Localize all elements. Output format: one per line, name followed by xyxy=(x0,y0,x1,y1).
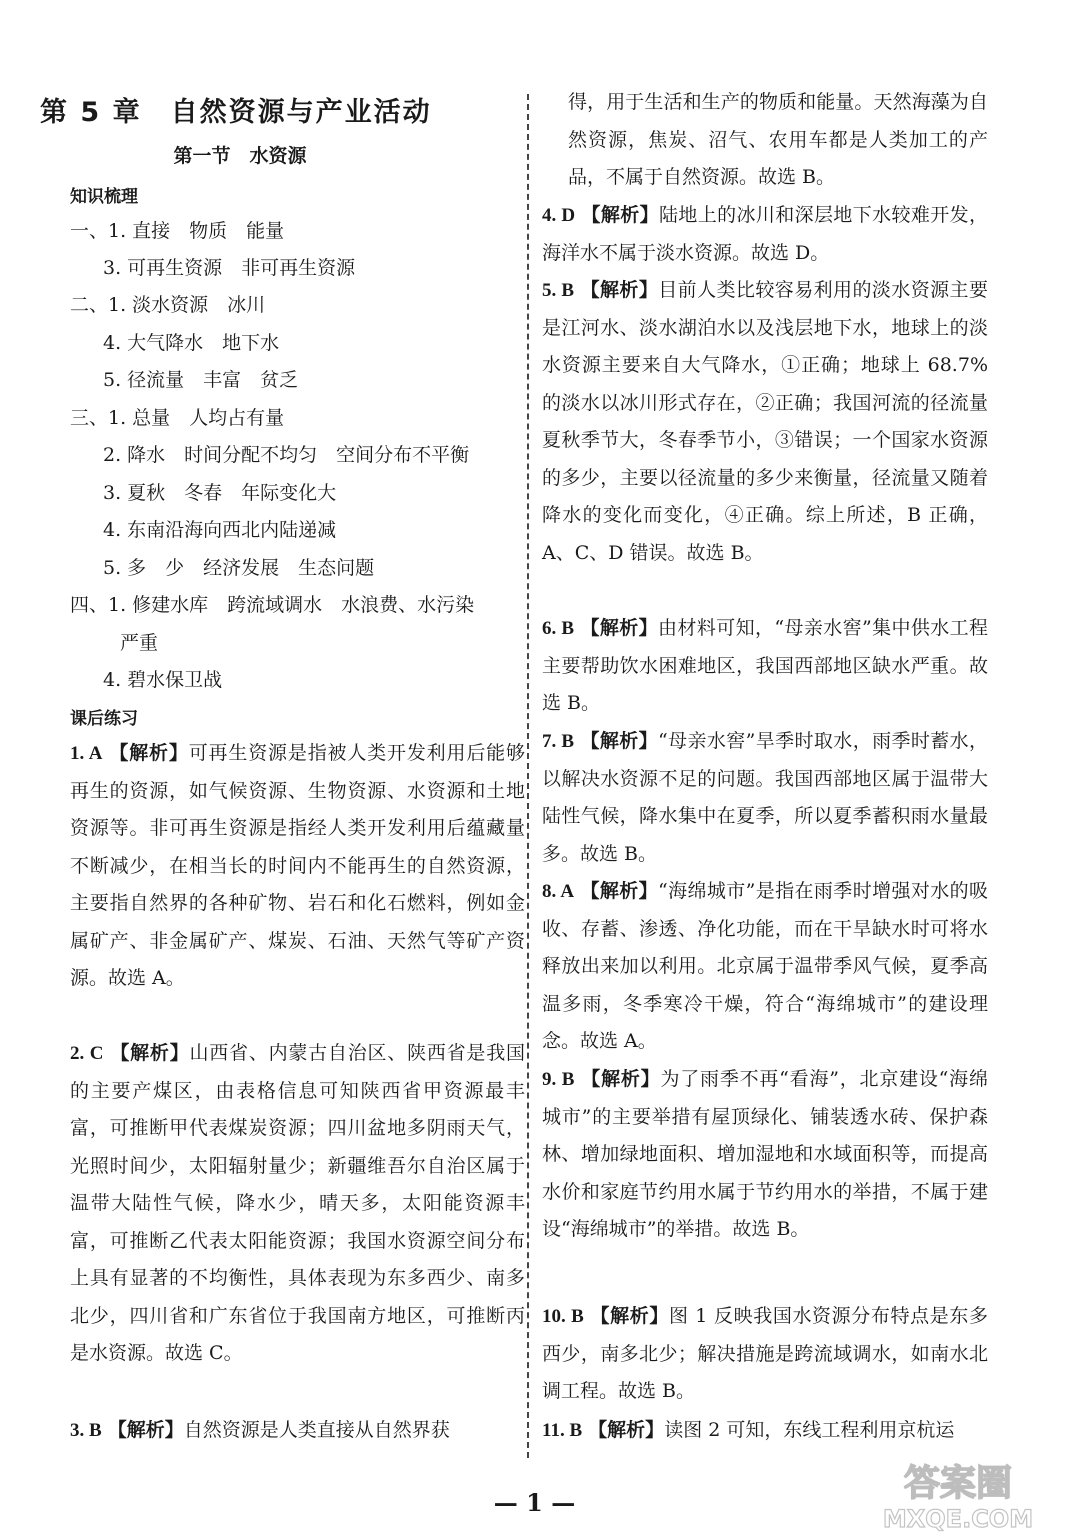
analysis-tag: 【解析】 xyxy=(588,1419,665,1441)
knowledge-line: 3. 可再生资源 非可再生资源 xyxy=(103,257,356,279)
knowledge-line: 5. 多 少 经济发展 生态问题 xyxy=(103,557,375,579)
analysis-tag: 【解析】 xyxy=(580,617,659,639)
answer-number: 8. A xyxy=(542,881,575,902)
knowledge-line: 3. 夏秋 冬春 年际变化大 xyxy=(103,482,337,504)
analysis-tag: 【解析】 xyxy=(581,1068,661,1090)
answer-text: 目前人类比较容易利用的淡水资源主要是江河水、淡水湖泊水以及浅层地下水，地球上的淡水资源主要来自大气降水，①正确；地球上 68.7% 的淡水以冰川形式存在，②正确；我国河流的径流量夏秋季节大，冬春季节小，③错误；一个国家水资源的多少，主要以径流量的多少来衡量，径流量又随着降水的变化而变化，④正确。综上所述，B 正确，A、C、D 错误。故选 B。 xyxy=(542,279,988,564)
answer-text: “母亲水窖”旱季时取水，雨季时蓄水，以解决水资源不足的问题。我国西部地区属于温带大陆性气候，降水集中在夏季，所以夏季蓄积雨水量最多。故选 B。 xyxy=(542,730,988,865)
answer-item xyxy=(542,1298,988,1411)
analysis-tag: 【解析】 xyxy=(110,1042,190,1064)
answer-text: 自然资源是人类直接从自然界获 xyxy=(183,1419,450,1441)
answer-item xyxy=(542,1061,988,1249)
knowledge-line: 一、1. 直接 物质 能量 xyxy=(70,220,285,242)
watermark-logo xyxy=(860,1455,1060,1535)
answer-item xyxy=(70,1035,525,1373)
analysis-tag: 【解析】 xyxy=(580,279,659,301)
answer-text: 陆地上的冰川和深层地下水较难开发，海洋水不属于淡水资源。故选 D。 xyxy=(542,204,988,264)
answer-continuation: 得，用于生活和生产的物质和能量。天然海藻为自然资源，焦炭、沼气、农用车都是人类加工的产品，不属于自然资源。故选 B。 xyxy=(568,91,988,188)
heading-exercises: 课后练习 xyxy=(70,709,138,729)
answer-number: 6. B xyxy=(542,618,575,639)
answer-number: 5. B xyxy=(542,280,575,301)
knowledge-line: 四、1. 修建水库 跨流域调水 水浪费、水污染 xyxy=(70,594,475,616)
analysis-tag: 【解析】 xyxy=(109,742,189,764)
analysis-tag: 【解析】 xyxy=(580,730,659,752)
watermark-url: MXQE.COM xyxy=(882,1505,1034,1533)
answer-number: 11. B xyxy=(542,1420,583,1441)
answer-item xyxy=(542,1412,988,1450)
section-title: 第一节 水资源 xyxy=(173,145,307,167)
answer-item xyxy=(542,610,988,723)
answer-text: 由材料可知，“母亲水窖”集中供水工程主要帮助饮水困难地区，我国西部地区缺水严重。故选 B。 xyxy=(542,617,988,714)
column-divider xyxy=(527,94,529,1458)
answer-number: 2. C xyxy=(70,1043,104,1064)
answer-item xyxy=(70,735,525,998)
answer-text: “海绵城市”是指在雨季时增强对水的吸收、存蓄、渗透、净化功能，而在干旱缺水时可将水释放出来加以利用。北京属于温带季风气候，夏季高温多雨，冬季寒冷干燥，符合“海绵城市”的建设理念。故选 A。 xyxy=(542,880,988,1052)
knowledge-line: 严重 xyxy=(120,632,159,654)
analysis-tag: 【解析】 xyxy=(590,1305,669,1327)
knowledge-line: 5. 径流量 丰富 贫乏 xyxy=(103,369,299,391)
answer-item xyxy=(542,197,988,272)
answer-number: 4. D xyxy=(542,205,576,226)
answer-text: 为了雨季不再“看海”，北京建设“海绵城市”的主要举措有屋顶绿化、铺装透水砖、保护森林、增加绿地面积、增加湿地和水域面积等，而提高水价和家庭节约用水属于节约用水的举措，不属于建设“海绵城市”的举措。故选 B。 xyxy=(542,1068,988,1240)
answer-item xyxy=(70,1412,525,1450)
page-number: — 1 — xyxy=(493,1488,576,1517)
answer-text: 可再生资源是指被人类开发利用后能够再生的资源，如气候资源、生物资源、水资源和土地资源等。非可再生资源是指经人类开发利用后蕴藏量不断减少，在相当长的时间内不能再生的自然资源，主要指自然界的各种矿物、岩石和化石燃料，例如金属矿产、非金属矿产、煤炭、石油、天然气等矿产资源。故选 A。 xyxy=(70,742,525,989)
chapter-title: 第 5 章 自然资源与产业活动 xyxy=(40,97,432,128)
knowledge-line: 2. 降水 时间分配不均匀 空间分布不平衡 xyxy=(103,444,470,466)
answer-text: 山西省、内蒙古自治区、陕西省是我国的主要产煤区，由表格信息可知陕西省甲资源最丰富，可推断甲代表煤炭资源；四川盆地多阴雨天气，光照时间少，太阳辐射量少；新疆维吾尔自治区属于温带大陆性气候，降水少，晴天多，太阳能资源丰富，可推断乙代表太阳能资源；我国水资源空间分布上具有显著的不均衡性，具体表现为东多西少、南多北少，四川省和广东省位于我国南方地区，可推断丙是水资源。故选 C。 xyxy=(70,1042,525,1364)
answer-item xyxy=(542,272,988,572)
answer-text: 读图 2 可知，东线工程利用京杭运 xyxy=(664,1419,955,1441)
answer-number: 9. B xyxy=(542,1069,575,1090)
knowledge-line: 二、1. 淡水资源 冰川 xyxy=(70,294,266,316)
answer-item xyxy=(542,723,988,873)
answer-text: 图 1 反映我国水资源分布特点是东多西少，南多北少；解决措施是跨流域调水，如南水北调工程。故选 B。 xyxy=(542,1305,988,1402)
answer-number: 10. B xyxy=(542,1306,584,1327)
analysis-tag: 【解析】 xyxy=(581,204,660,226)
analysis-tag: 【解析】 xyxy=(107,1419,184,1441)
answer-number: 3. B xyxy=(70,1420,102,1441)
knowledge-line: 4. 碧水保卫战 xyxy=(103,669,223,691)
answer-number: 7. B xyxy=(542,731,575,752)
knowledge-line: 4. 东南沿海向西北内陆递减 xyxy=(103,519,337,541)
watermark-text: 答案圈 xyxy=(903,1463,1013,1504)
answer-item xyxy=(542,873,988,1061)
knowledge-line: 4. 大气降水 地下水 xyxy=(103,332,280,354)
knowledge-line: 三、1. 总量 人均占有量 xyxy=(70,407,285,429)
answer-number: 1. A xyxy=(70,743,103,764)
analysis-tag: 【解析】 xyxy=(580,880,659,902)
heading-review: 知识梳理 xyxy=(70,187,138,207)
